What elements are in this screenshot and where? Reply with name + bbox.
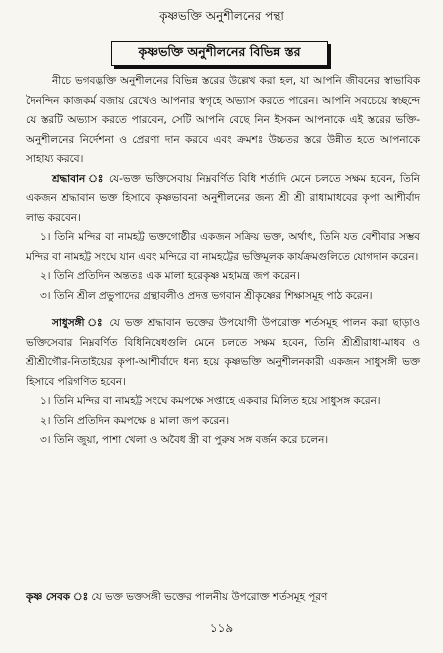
list-item: ১। তিনি মন্দির বা নামহট্ট ভক্তগোষ্ঠীর একজন সক্রিয় ভক্ত, অর্থাৎ, তিনি যত বেশীবার সম্ভব মন্দির বা নামহট্ট সংঘে যান এবং মন্দিরে বা নামহট্টের ভক্তিমূলক কার্যক্রমগুলিতে যোগদান করেন। xyxy=(26,231,420,263)
body-text xyxy=(26,72,420,451)
list-item: ২। তিনি প্রতিদিন অন্ততঃ এক মালা হরেকৃষ্ণ মহামন্ত্র জপ করেন। xyxy=(40,270,300,282)
section-title-box xyxy=(111,41,328,66)
list-item: ১। তিনি মন্দির বা নামহট্ট সংঘে কমপক্ষে সপ্তাহে একবার মিলিত হয়ে সাধুসঙ্গ করেন। xyxy=(40,395,381,407)
shraddhavan-paragraph xyxy=(26,170,420,229)
sadhusangi-paragraph xyxy=(26,314,420,392)
krishna-sevak-text: যে ভক্ত ভক্তসঙ্গী ভক্তের পালনীয় উপরোক্ত শর্তসমূহ পূরণ xyxy=(88,591,328,603)
shraddhavan-list xyxy=(26,228,420,306)
sadhusangi-text: যে ভক্ত শ্রদ্ধাবান ভক্তের উপযোগী উপরোক্ত শর্তসমূহ পালন করা ছাড়াও ভক্তিসেবার নিম্নবর্ণিত বিধিনিষেধগুলি মেনে চলতে সক্ষম হবেন, তিনি শ্রীশ্রীরাধা-মাধব ও শ্রীশ্রীগৌর-নিতাইয়ের কৃপা-আশীর্বাদে ধন্য হয়ে কৃষ্ণভক্তি অনুশীলনকারী একজন সাধুসঙ্গী ভক্ত হিসাবে পরিগণিত হবেন। xyxy=(26,317,420,388)
section-title: কৃষ্ণভক্তি অনুশীলনের বিভিন্ন স্তর xyxy=(138,43,301,59)
running-head: কৃষ্ণভক্তি অনুশীলনের পন্থা xyxy=(159,9,284,23)
page-number: ১১৯ xyxy=(209,621,234,635)
sadhusangi-list xyxy=(26,392,420,451)
krishna-sevak-paragraph xyxy=(26,588,420,608)
intro-paragraph: নীচে ভগবদ্ভক্তি অনুশীলনের বিভিন্ন স্তরের উল্লেখ করা হল, যা আপনি জীবনের স্বাভাবিক দৈনন্দিন কাজকর্ম বজায় রেখেও আপনার স্বগৃহে অভ্যাস করতে পারেন। আপনি সবচেয়ে স্বচ্ছন্দে যে স্তরটি অভ্যাস করতে পারবেন, সেটি আপনি বেছে নিন ইসকন আপনাকে এই স্তরের ভক্তি-অনুশীলনের নির্দেশনা ও প্রেরণা দান করবে এবং ক্রমশঃ উচ্চতর স্তরে উন্নীত হতে আপনাকে সাহায্য করবে। xyxy=(26,75,420,165)
list-item: ২। তিনি প্রতিদিন কমপক্ষে ৪ মালা জপ করেন। xyxy=(40,414,230,427)
krishna-sevak-term: কৃষ্ণ সেবক ঃ xyxy=(26,591,89,603)
shraddhavan-term: শ্রদ্ধাবান ঃ xyxy=(52,172,105,185)
sadhusangi-term: সাধুসঙ্গী ঃ xyxy=(52,317,105,329)
shraddhavan-text: যে-ভক্ত ভক্তিসেবায় নিম্নবর্ণিত বিধি শর্তাদি মেনে চলতে সক্ষম হবেন, তিনি একজন শ্রদ্ধাবান ভক্ত হিসাবে কৃষ্ণভাবনা অনুশীলনের জন্য শ্রী শ্রী রাধামাধবের কৃপা আশীর্বাদ লাভ করবেন। xyxy=(26,172,420,224)
list-item: ৩। তিনি জুয়া, পাশা খেলা ও অবৈধ স্ত্রী বা পুরুষ সঙ্গ বর্জন করে চলেন। xyxy=(40,434,329,446)
list-item: ৩। তিনি শ্রীল প্রভুপাদের গ্রন্থাবলীও প্রদত্ত ভগবান শ্রীকৃষ্ণের শিক্ষাসমূহ পাঠ করেন। xyxy=(40,289,373,302)
